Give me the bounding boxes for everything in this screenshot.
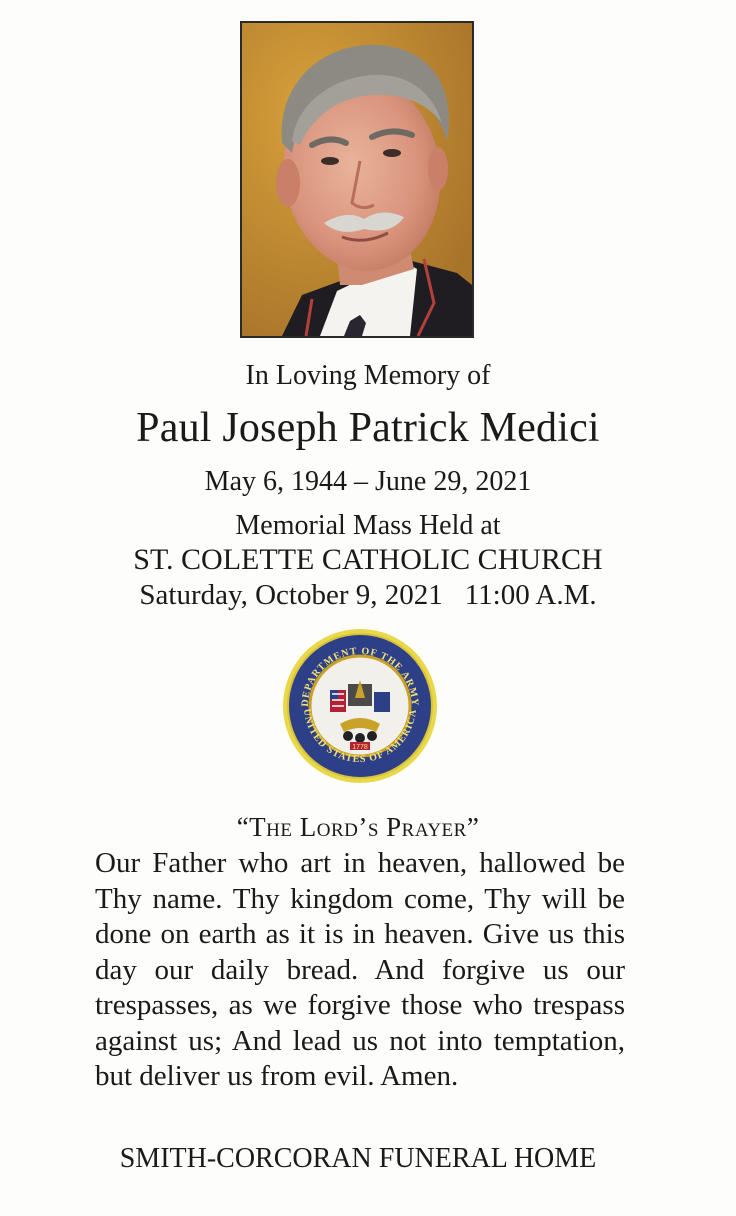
service-date: Saturday, October 9, 2021 (139, 579, 443, 611)
church-name: ST. COLETTE CATHOLIC CHURCH (133, 543, 603, 576)
in-loving-memory-heading: In Loving Memory of (245, 360, 491, 391)
memorial-mass-label: Memorial Mass Held at (235, 510, 501, 541)
life-dates: May 6, 1944 – June 29, 2021 (204, 466, 532, 497)
seal-year: 1778 (352, 744, 368, 751)
seal-text-top: DEPARTMENT OF THE ARMY (299, 645, 421, 707)
deceased-name: Paul Joseph Patrick Medici (136, 405, 600, 451)
prayer-text: Our Father who art in heaven, hallowed be Thy name. Thy kingdom come, Thy will be done on earth as it is in heaven. Give us this day our daily bread. And forgive us our trespasses, as we forgive those who trespass against us; And lead us not into temptation, but deliver us from evil. Amen. (95, 847, 625, 1092)
service-datetime (0, 579, 736, 612)
service-time: 11:00 A.M. (464, 579, 597, 611)
prayer-title: “The Lord’s Prayer” (236, 812, 480, 842)
portrait-photo (240, 21, 474, 338)
portrait-photo-icon (242, 23, 472, 336)
department-of-the-army-seal-icon (282, 628, 438, 784)
funeral-home-name: SMITH-CORCORAN FUNERAL HOME (119, 1143, 597, 1174)
seal-text-bottom: UNITED STATES OF AMERICA (300, 708, 420, 766)
